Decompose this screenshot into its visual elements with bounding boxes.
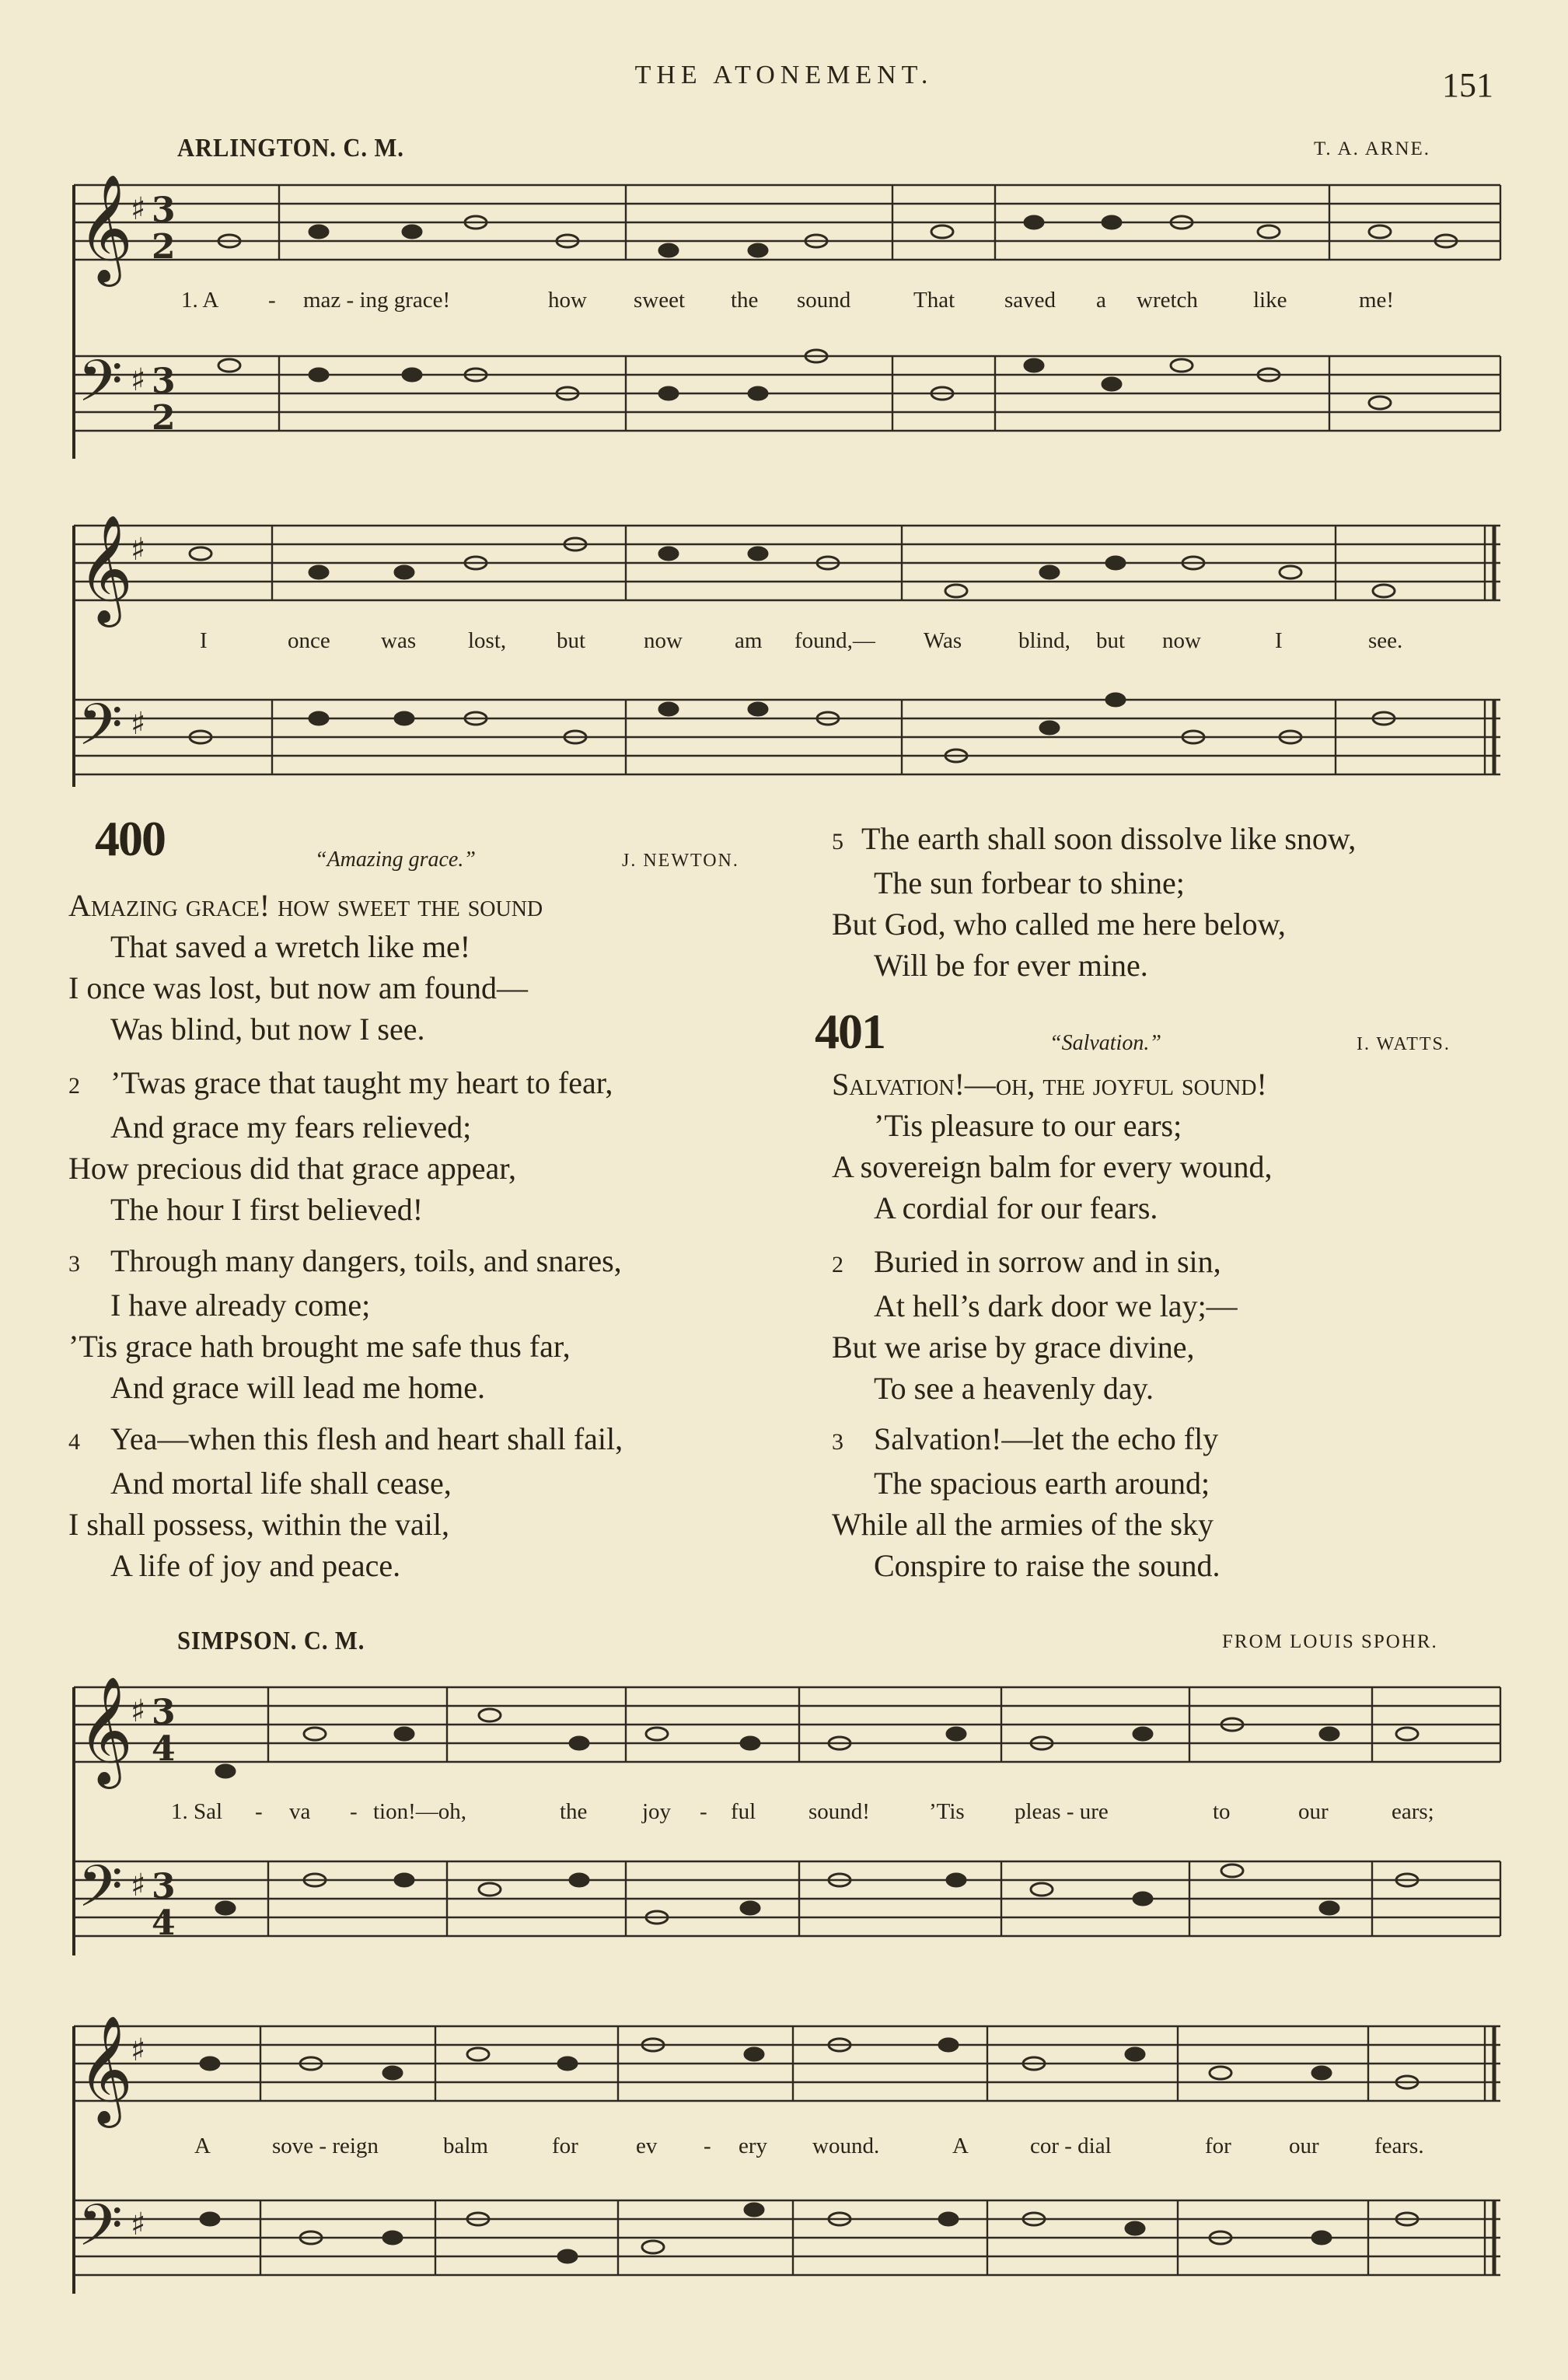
lyric-syllable: was — [381, 628, 417, 653]
lyric-syllable: 1. A — [181, 288, 219, 313]
lyric-syllable: cor - dial — [1030, 2134, 1112, 2158]
stanza-line: While all the armies of the sky — [832, 1507, 1214, 1542]
lyric-syllable: maz - ing grace! — [303, 288, 451, 313]
lyric-syllable: tion!—oh, — [373, 1799, 467, 1824]
stanza-line: At hell’s dark door we lay;— — [874, 1288, 1238, 1323]
svg-text:♯: ♯ — [131, 190, 146, 227]
lyric-syllable: lost, — [468, 628, 507, 653]
svg-text:♯: ♯ — [131, 705, 146, 742]
lyric-syllable: That — [913, 288, 955, 313]
svg-text:𝄢: 𝄢 — [78, 348, 123, 429]
svg-text:♯: ♯ — [131, 531, 146, 568]
lyric-syllable: the — [731, 288, 759, 313]
stanza-line: A life of joy and peace. — [110, 1548, 401, 1583]
stanza-line: Salvation!—oh, the joyful sound! — [832, 1067, 1267, 1102]
lyric-syllable: for — [552, 2134, 578, 2158]
svg-text:♯: ♯ — [131, 1693, 146, 1729]
lyric-syllable: - — [350, 1799, 358, 1824]
stanza-line: Salvation!—let the echo fly — [874, 1421, 1219, 1456]
lyric-syllable: ears; — [1392, 1799, 1434, 1824]
lyric-syllable: ’Tis — [929, 1799, 965, 1824]
stanza-line: A cordial for our fears. — [874, 1190, 1158, 1225]
lyric-syllable: 1. Sal — [171, 1799, 223, 1824]
stanza-line: The spacious earth around; — [874, 1466, 1210, 1501]
svg-text:𝄢: 𝄢 — [78, 1853, 123, 1934]
lyric-syllable: wretch — [1137, 288, 1198, 313]
lyric-syllable: once — [288, 628, 330, 653]
tune-name: SIMPSON. C. M. — [177, 1627, 365, 1655]
lyric-syllable: am — [735, 628, 763, 653]
lyric-syllable: now — [644, 628, 683, 653]
svg-text:𝄞: 𝄞 — [78, 1676, 133, 1784]
running-title: THE ATONEMENT. — [634, 61, 934, 89]
lyric-syllable: blind, — [1018, 628, 1070, 653]
lyric-syllable: pleas - ure — [1014, 1799, 1109, 1824]
svg-text:♯: ♯ — [131, 362, 146, 398]
lyric-syllable: a — [1096, 288, 1106, 313]
svg-text:𝄞: 𝄞 — [78, 515, 133, 623]
lyric-syllable: like — [1253, 288, 1287, 313]
lyric-syllable: balm — [443, 2134, 488, 2158]
stanza-line: ’Twas grace that taught my heart to fear, — [110, 1065, 613, 1100]
stanza-line: ’Tis grace hath brought me safe thus far, — [68, 1329, 571, 1364]
stanza-line: Yea—when this flesh and heart shall fail, — [110, 1421, 623, 1456]
stanza-number: 4 — [68, 1429, 80, 1455]
stanza-line: A sovereign balm for every wound, — [832, 1149, 1273, 1184]
svg-text:𝄢: 𝄢 — [78, 2192, 123, 2273]
lyric-syllable: our — [1298, 1799, 1329, 1824]
lyric-syllable: I — [200, 628, 208, 653]
stanza-number: 2 — [68, 1073, 80, 1099]
lyric-syllable: sweet — [634, 288, 686, 313]
svg-text:3: 3 — [152, 1867, 176, 1906]
tune-composer: T. A. ARNE. — [1314, 138, 1431, 159]
lyric-syllable: - — [255, 1799, 263, 1824]
svg-text:♯: ♯ — [131, 2206, 146, 2242]
svg-text:3: 3 — [152, 1693, 176, 1732]
lyric-syllable: Was — [924, 628, 962, 653]
svg-text:♯: ♯ — [131, 2032, 146, 2068]
svg-text:♯: ♯ — [131, 1867, 146, 1903]
stanza-line: The sun forbear to shine; — [874, 865, 1185, 900]
hymn-title: “Amazing grace.” — [315, 848, 476, 872]
lyric-syllable: - — [704, 2134, 711, 2158]
svg-text:3: 3 — [152, 190, 176, 230]
page-number: 151 — [1442, 66, 1493, 104]
svg-text:𝄞: 𝄞 — [78, 174, 133, 282]
stanza-line: I shall possess, within the vail, — [68, 1507, 449, 1542]
lyric-syllable: wound. — [812, 2134, 880, 2158]
svg-text:2: 2 — [152, 398, 176, 438]
lyric-syllable: found,— — [794, 628, 875, 653]
hymn-number: 401 — [815, 1004, 885, 1059]
stanza-line: But God, who called me here below, — [832, 907, 1286, 942]
stanza-line: Conspire to raise the sound. — [874, 1548, 1221, 1583]
stanza-line: But we arise by grace divine, — [832, 1330, 1195, 1365]
svg-text:3: 3 — [152, 362, 176, 401]
lyric-syllable: sove - reign — [272, 2134, 379, 2158]
lyric-syllable: sound! — [808, 1799, 870, 1824]
stanza-line: I once was lost, but now am found— — [68, 970, 529, 1005]
svg-text:4: 4 — [152, 1729, 176, 1769]
lyric-syllable: our — [1289, 2134, 1319, 2158]
lyric-syllable: ful — [731, 1799, 756, 1824]
svg-text:2: 2 — [152, 227, 176, 267]
tune-composer: FROM LOUIS SPOHR. — [1222, 1631, 1438, 1652]
stanza-line: And mortal life shall cease, — [110, 1466, 452, 1501]
stanza-line: Buried in sorrow and in sin, — [874, 1244, 1221, 1279]
lyric-syllable: - — [700, 1799, 707, 1824]
lyric-syllable: I — [1275, 628, 1283, 653]
lyric-syllable: saved — [1004, 288, 1056, 313]
lyric-syllable: va — [289, 1799, 311, 1824]
hymn-author: I. WATTS. — [1357, 1034, 1451, 1054]
svg-text:4: 4 — [152, 1903, 176, 1943]
stanza-number: 3 — [832, 1429, 843, 1455]
lyric-syllable: now — [1162, 628, 1201, 653]
lyric-syllable: how — [548, 288, 587, 313]
hymn-number: 400 — [95, 811, 165, 866]
stanza-line: Amazing grace! how sweet the sound — [68, 888, 543, 923]
stanza-number: 2 — [832, 1252, 843, 1277]
tune-name: ARLINGTON. C. M. — [177, 134, 404, 163]
stanza-line: How precious did that grace appear, — [68, 1151, 516, 1186]
hymn-author: J. NEWTON. — [622, 851, 739, 871]
stanza-line: And grace will lead me home. — [110, 1370, 486, 1405]
lyric-syllable: the — [560, 1799, 588, 1824]
lyric-syllable: A — [194, 2134, 211, 2158]
svg-text:𝄞: 𝄞 — [78, 2015, 133, 2123]
stanza-line: I have already come; — [110, 1288, 371, 1323]
lyric-syllable: see. — [1368, 628, 1403, 653]
lyric-syllable: ev — [636, 2134, 658, 2158]
stanza-line: Was blind, but now I see. — [110, 1012, 425, 1047]
lyric-syllable: for — [1205, 2134, 1231, 2158]
lyric-syllable: me! — [1359, 288, 1395, 313]
lyric-syllable: fears. — [1374, 2134, 1424, 2158]
stanza-number: 5 — [832, 829, 843, 854]
stanza-line: ’Tis pleasure to our ears; — [874, 1108, 1182, 1143]
stanza-number: 3 — [68, 1251, 80, 1277]
svg-text:𝄢: 𝄢 — [78, 691, 123, 773]
stanza-line: Through many dangers, toils, and snares, — [110, 1243, 622, 1278]
lyric-syllable: sound — [797, 288, 851, 313]
lyric-syllable: joy — [642, 1799, 672, 1824]
lyric-syllable: but — [1096, 628, 1126, 653]
lyric-syllable: - — [268, 288, 276, 313]
stanza-line: Will be for ever mine. — [874, 948, 1148, 983]
stanza-line: And grace my fears relieved; — [110, 1110, 472, 1145]
lyric-syllable: to — [1213, 1799, 1231, 1824]
stanza-line: The hour I first believed! — [110, 1192, 424, 1227]
hymn-title: “Salvation.” — [1049, 1031, 1161, 1055]
stanza-line: The earth shall soon dissolve like snow, — [861, 821, 1357, 856]
lyric-syllable: ery — [739, 2134, 768, 2158]
lyric-syllable: but — [557, 628, 586, 653]
stanza-line: To see a heavenly day. — [874, 1371, 1154, 1406]
lyric-syllable: A — [952, 2134, 969, 2158]
stanza-line: That saved a wretch like me! — [110, 929, 471, 964]
